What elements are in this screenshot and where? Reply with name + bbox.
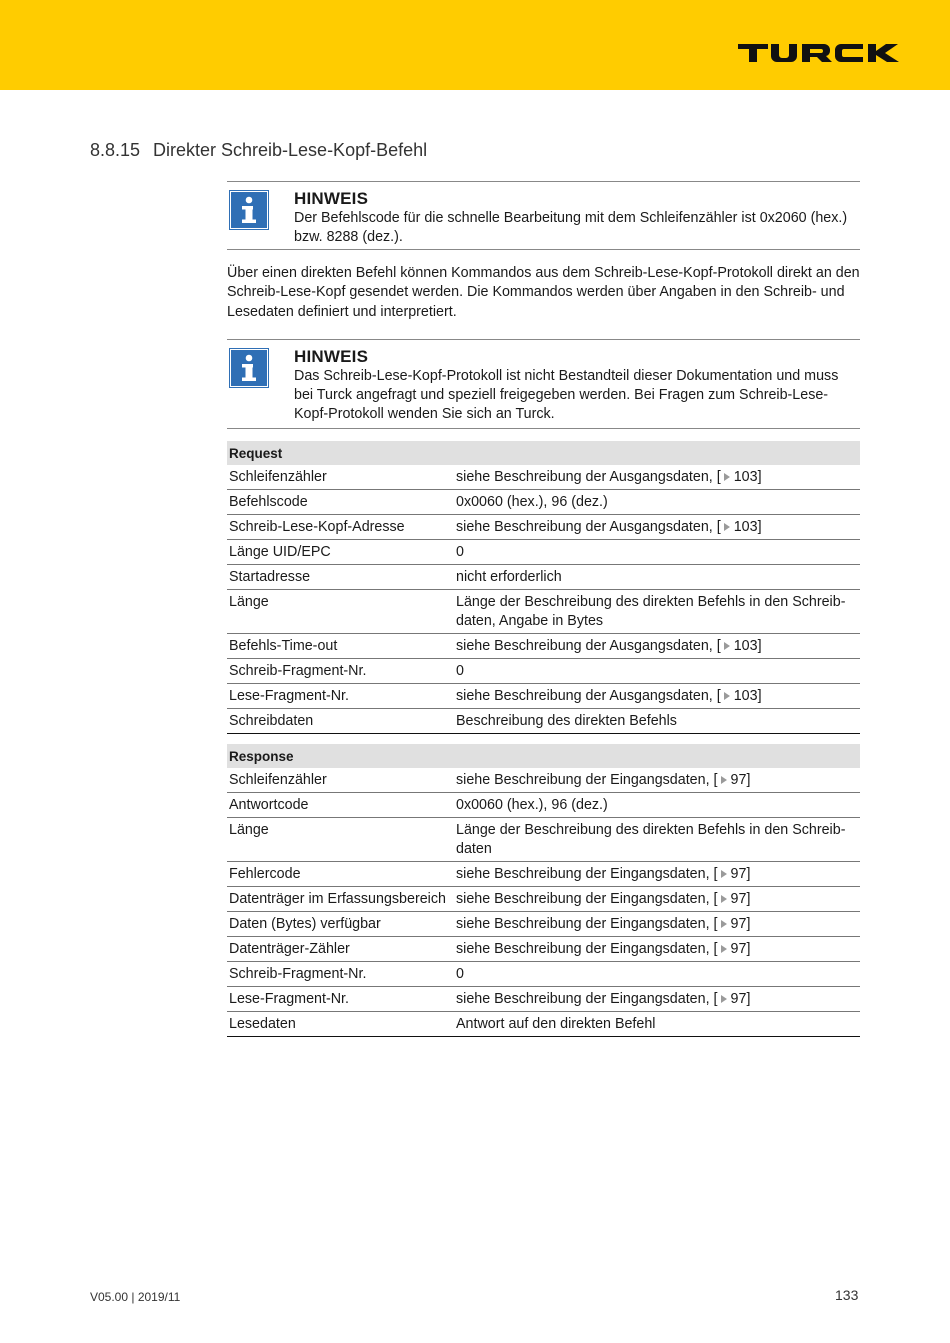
page-reference-link[interactable]: [ 97] <box>713 991 751 1007</box>
value-text: 0x0060 (hex.), 96 (dez.) <box>456 494 608 510</box>
page-reference-link[interactable]: [ 103] <box>716 469 762 485</box>
parameter-name: Länge UID/EPC <box>227 540 454 565</box>
page-reference-link[interactable]: [ 97] <box>713 866 751 882</box>
section-heading <box>90 140 427 161</box>
value-text: siehe Beschreibung der Eingangsdaten, <box>456 916 710 932</box>
arrow-right-icon <box>721 920 727 928</box>
table-row <box>227 987 860 1012</box>
parameter-name: Fehlercode <box>227 862 454 887</box>
table-row <box>227 862 860 887</box>
parameter-name: Lese-Fragment-Nr. <box>227 684 454 709</box>
table-row <box>227 912 860 937</box>
value-text: siehe Beschreibung der Eingangsdaten, <box>456 772 710 788</box>
parameter-value <box>454 465 860 490</box>
parameter-name: Schreib-Lese-Kopf-Adresse <box>227 515 454 540</box>
reference-page-number: 103 <box>733 469 758 485</box>
value-text: siehe Beschreibung der Ausgangsdaten, <box>456 638 713 654</box>
value-text: 0x0060 (hex.), 96 (dez.) <box>456 797 608 813</box>
parameter-name: Schleifenzähler <box>227 465 454 490</box>
note-box-1 <box>227 181 860 250</box>
parameter-name: Startadresse <box>227 565 454 590</box>
parameter-value <box>454 937 860 962</box>
note-heading: HINWEIS <box>294 347 369 366</box>
table-row <box>227 818 860 862</box>
reference-page-number: 97 <box>730 866 747 882</box>
parameter-value <box>454 540 860 565</box>
table-row <box>227 684 860 709</box>
page-reference-link[interactable]: [ 97] <box>713 941 751 957</box>
table-row <box>227 490 860 515</box>
footer-version: V05.00 | 2019/11 <box>90 1290 181 1304</box>
parameter-value <box>454 634 860 659</box>
reference-page-number: 97 <box>730 941 747 957</box>
arrow-right-icon <box>721 945 727 953</box>
parameter-name: Lese-Fragment-Nr. <box>227 987 454 1012</box>
arrow-right-icon <box>721 895 727 903</box>
table-row <box>227 1012 860 1037</box>
arrow-right-icon <box>724 692 730 700</box>
parameter-value <box>454 987 860 1012</box>
table-row <box>227 634 860 659</box>
reference-page-number: 97 <box>730 891 747 907</box>
value-text: siehe Beschreibung der Eingangsdaten, <box>456 941 710 957</box>
value-text: Antwort auf den direkten Befehl <box>456 1016 656 1032</box>
page-reference-link[interactable]: [ 103] <box>716 638 762 654</box>
reference-page-number: 103 <box>733 688 758 704</box>
value-text: 0 <box>456 544 464 560</box>
table-row <box>227 793 860 818</box>
request-table <box>227 441 860 734</box>
response-table-body <box>227 768 860 1037</box>
parameter-value <box>454 490 860 515</box>
table-row <box>227 887 860 912</box>
value-text: siehe Beschreibung der Ausgangsdaten, <box>456 469 713 485</box>
parameter-name: Befehls-Time-out <box>227 634 454 659</box>
section-title: Direkter Schreib-Lese-Kopf-Befehl <box>153 140 428 160</box>
info-icon <box>229 190 269 230</box>
info-icon <box>229 348 269 388</box>
parameter-value <box>454 962 860 987</box>
table-row <box>227 659 860 684</box>
parameter-value <box>454 768 860 793</box>
table-row <box>227 937 860 962</box>
response-table-title: Response <box>227 744 860 768</box>
header-bar <box>0 0 950 90</box>
parameter-name: Länge <box>227 818 454 862</box>
response-table <box>227 744 860 1037</box>
value-text: siehe Beschreibung der Eingangsdaten, <box>456 866 710 882</box>
value-text: 0 <box>456 966 464 982</box>
page-reference-link[interactable]: [ 103] <box>716 519 762 535</box>
parameter-name: Datenträger-Zähler <box>227 937 454 962</box>
arrow-right-icon <box>724 523 730 531</box>
note-text: Das Schreib-Lese-Kopf-Protokoll ist nicht Bestandteil dieser Dokumentation und muss bei Turck angefragt und speziell freigegeben werden. Bei Fragen zum Schreib-Lese-Kopf-Protokoll wenden Sie sich an Turck. <box>294 368 839 422</box>
value-text: siehe Beschreibung der Eingangsdaten, <box>456 891 710 907</box>
note-heading: HINWEIS <box>294 189 369 208</box>
reference-page-number: 97 <box>730 916 747 932</box>
table-row <box>227 768 860 793</box>
parameter-value <box>454 684 860 709</box>
arrow-right-icon <box>721 776 727 784</box>
table-row <box>227 962 860 987</box>
page-reference-link[interactable]: [ 103] <box>716 688 762 704</box>
request-table-title: Request <box>227 441 860 465</box>
reference-page-number: 97 <box>730 772 747 788</box>
reference-page-number: 97 <box>730 991 747 1007</box>
parameter-name: Datenträger im Erfassungsbereich <box>227 887 454 912</box>
value-text: 0 <box>456 663 464 679</box>
table-row <box>227 465 860 490</box>
value-text: Länge der Beschreibung des direkten Befehls in den Schreibdaten, Angabe in Bytes <box>456 594 846 629</box>
parameter-value <box>454 659 860 684</box>
parameter-name: Schleifenzähler <box>227 768 454 793</box>
parameter-value <box>454 1012 860 1037</box>
table-row <box>227 540 860 565</box>
request-table-body <box>227 465 860 734</box>
parameter-name: Daten (Bytes) verfügbar <box>227 912 454 937</box>
value-text: siehe Beschreibung der Eingangsdaten, <box>456 991 710 1007</box>
body-paragraph: Über einen direkten Befehl können Kommandos aus dem Schreib-Lese-Kopf-Protokoll direkt an den Schreib-Lese-Kopf gesendet werden. Die Kommandos werden über Angaben in den Schreib- und Lesedaten definiert und interpretiert. <box>227 265 860 320</box>
section-number: 8.8.15 <box>90 140 141 160</box>
parameter-name: Schreib-Fragment-Nr. <box>227 962 454 987</box>
value-text: Beschreibung des direkten Befehls <box>456 713 677 729</box>
table-row <box>227 709 860 734</box>
parameter-name: Schreibdaten <box>227 709 454 734</box>
reference-page-number: 103 <box>733 519 758 535</box>
note-text: Der Befehlscode für die schnelle Bearbeitung mit dem Schleifenzähler ist 0x2060 (hex.) bzw. 8288 (dez.). <box>294 210 848 245</box>
parameter-value <box>454 862 860 887</box>
parameter-value <box>454 818 860 862</box>
value-text: siehe Beschreibung der Ausgangsdaten, <box>456 519 713 535</box>
arrow-right-icon <box>721 995 727 1003</box>
parameter-value <box>454 590 860 634</box>
parameter-name: Länge <box>227 590 454 634</box>
table-row <box>227 565 860 590</box>
table-row <box>227 515 860 540</box>
turck-logo <box>738 44 914 64</box>
parameter-value <box>454 709 860 734</box>
parameter-value <box>454 515 860 540</box>
parameter-value <box>454 793 860 818</box>
parameter-value <box>454 912 860 937</box>
page-reference-link[interactable]: [ 97] <box>713 916 751 932</box>
page-number: 133 <box>835 1287 859 1303</box>
table-row <box>227 590 860 634</box>
parameter-value <box>454 565 860 590</box>
value-text: Länge der Beschreibung des direkten Befehls in den Schreibdaten <box>456 822 846 857</box>
value-text: siehe Beschreibung der Ausgangsdaten, <box>456 688 713 704</box>
note-box-2 <box>227 339 860 429</box>
reference-page-number: 103 <box>733 638 758 654</box>
arrow-right-icon <box>724 473 730 481</box>
arrow-right-icon <box>724 642 730 650</box>
parameter-name: Antwortcode <box>227 793 454 818</box>
page-reference-link[interactable]: [ 97] <box>713 891 751 907</box>
parameter-name: Schreib-Fragment-Nr. <box>227 659 454 684</box>
parameter-name: Lesedaten <box>227 1012 454 1037</box>
parameter-value <box>454 887 860 912</box>
arrow-right-icon <box>721 870 727 878</box>
page-reference-link[interactable]: [ 97] <box>713 772 751 788</box>
value-text: nicht erforderlich <box>456 569 562 585</box>
parameter-name: Befehlscode <box>227 490 454 515</box>
